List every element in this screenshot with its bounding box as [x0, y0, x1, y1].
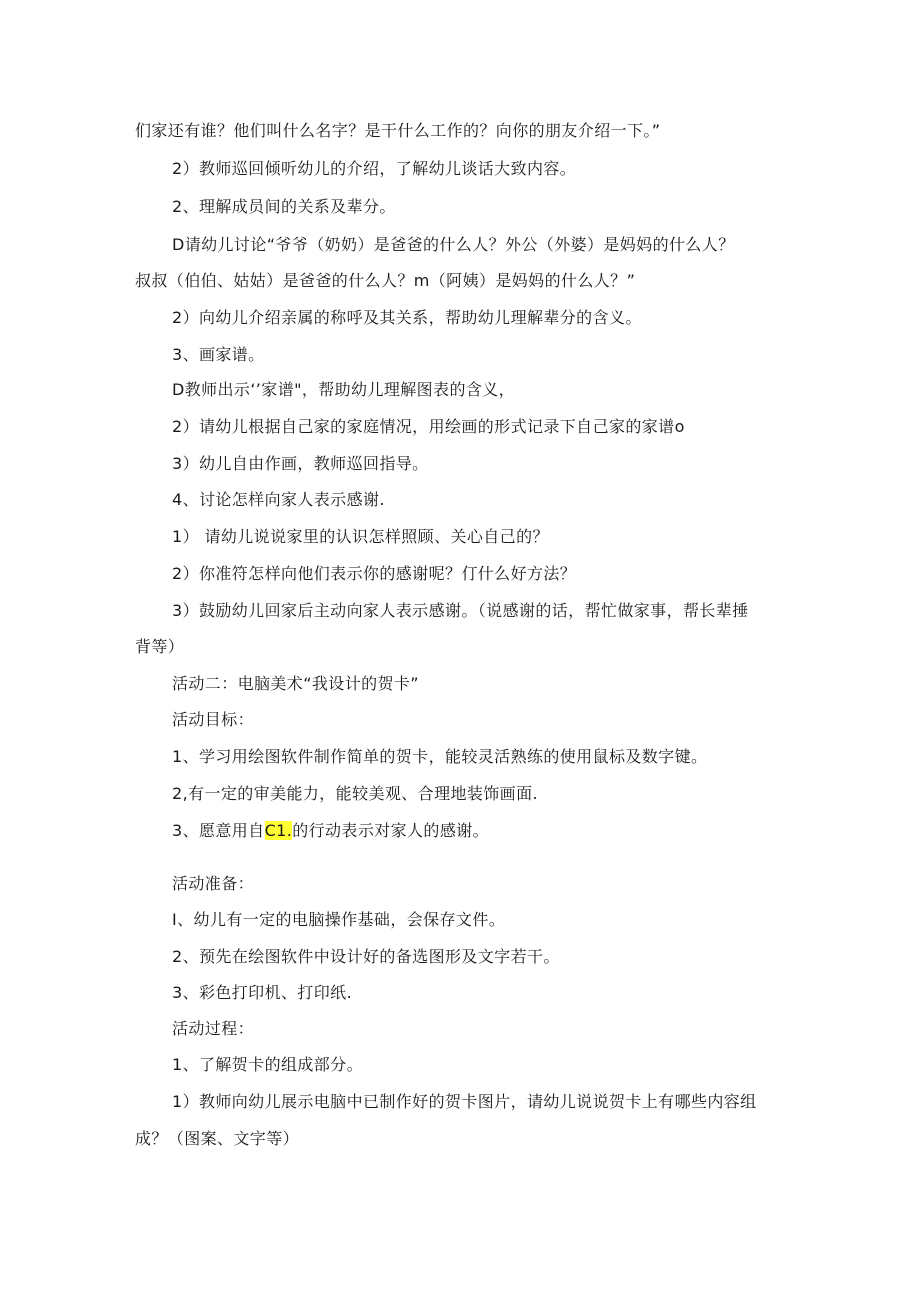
text-line: 1） 请幼儿说说家里的认识怎样照顾、关心自己的？ [172, 527, 549, 546]
text-line: 背等） [135, 637, 185, 656]
text-line: 3）幼儿自由作画，教师巡回指导。 [172, 454, 429, 473]
text-line: 成？（图案、文字等） [135, 1129, 300, 1148]
text-line: 2）请幼儿根据自己家的家庭情况，用绘画的形式记录下自己家的家谱o [172, 417, 685, 436]
text-line: D教师出示‘’家谱"，帮助幼儿理解图表的含义， [172, 380, 516, 399]
text-line: 们家还有谁？他们叫什么名字？是干什么工作的？向你的朋友介绍一下。” [135, 121, 661, 140]
text-line: 2）教师巡回倾听幼儿的介绍，了解幼儿谈话大致内容。 [172, 159, 577, 178]
text-line: I、幼儿有一定的电脑操作基础，会保存文件。 [172, 910, 506, 929]
section-heading: 活动二：电脑美术“我设计的贺卡” [172, 674, 419, 693]
text-line: 2、预先在绘图软件中设计好的备选图形及文字若干。 [172, 947, 560, 966]
text-line: 3、彩色打印机、打印纸. [172, 983, 353, 1002]
text-line: 4、讨论怎样向家人表示感谢. [172, 490, 385, 509]
text-line: 叔叔（伯伯、姑姑）是爸爸的什么人？m（阿姨）是妈妈的什么人？” [135, 271, 636, 290]
text-line: 3）鼓励幼儿回家后主动向家人表示感谢。（说感谢的话，帮忙做家事，帮长辈捶 [172, 601, 749, 620]
text-line: 1、学习用绘图软件制作简单的贺卡，能较灵活熟练的使用鼠标及数字键。 [172, 747, 708, 766]
text-line: 2,有一定的审美能力，能较美观、合理地装饰画面. [172, 784, 538, 803]
text-line: D请幼儿讨论“爷爷（奶奶）是爸爸的什么人？外公（外婆）是妈妈的什么人？ [172, 235, 735, 254]
text-line: 2）向幼儿介绍亲属的称呼及其关系，帮助幼儿理解辈分的含义。 [172, 308, 642, 327]
section-heading: 活动过程： [172, 1019, 255, 1038]
highlighted-text: C1. [264, 821, 293, 840]
text-line: 1、了解贺卡的组成部分。 [172, 1055, 363, 1074]
text-line: 1）教师向幼儿展示电脑中已制作好的贺卡图片，请幼儿说说贺卡上有哪些内容组 [172, 1092, 757, 1111]
text-line: 3、画家谱。 [172, 345, 265, 364]
text-segment: 3、愿意用自 [172, 821, 265, 840]
text-segment: 的行动表示对家人的感谢。 [292, 821, 490, 840]
text-line: 2、理解成员间的关系及辈分。 [172, 197, 396, 216]
text-line [172, 820, 489, 842]
section-heading: 活动目标： [172, 710, 255, 729]
text-line: 2）你准符怎样向他们表示你的感谢呢？仃什么好方法？ [172, 564, 577, 583]
section-heading: 活动准备： [172, 874, 255, 893]
